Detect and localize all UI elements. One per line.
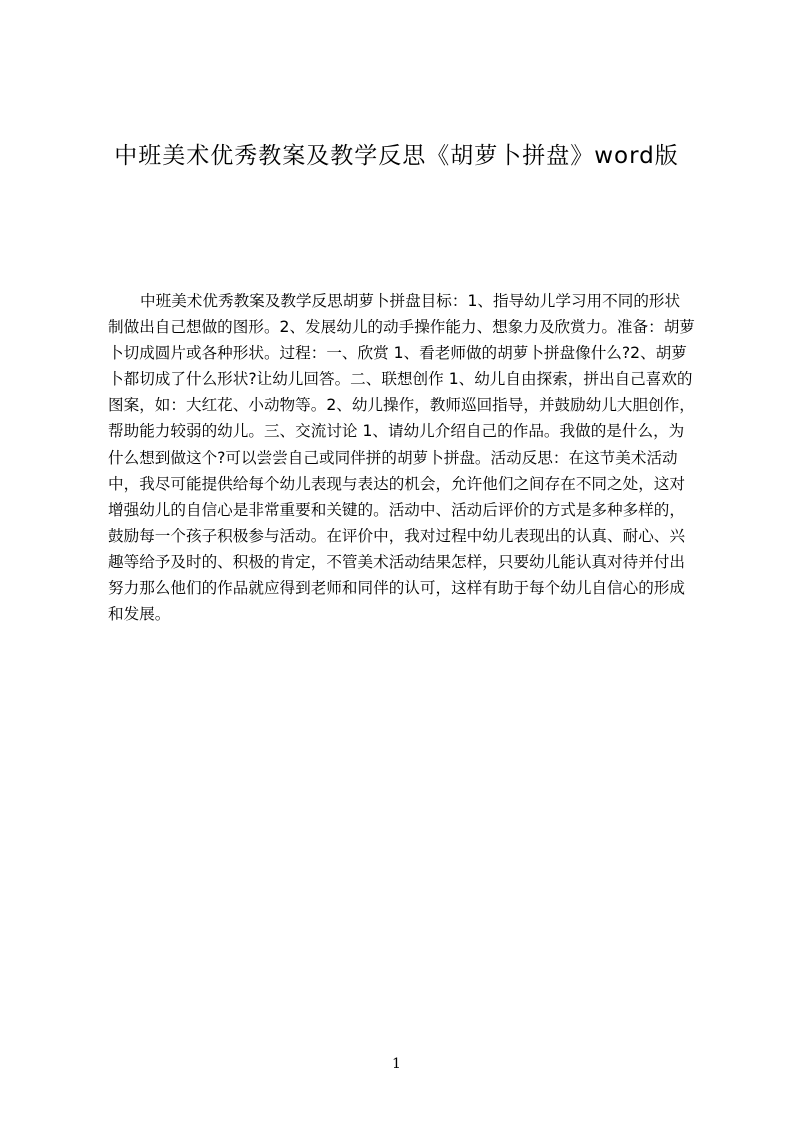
body-paragraph: 中班美术优秀教案及教学反思胡萝卜拼盘目标：1、指导幼儿学习用不同的形状制做出自己想做的图形。2、发展幼儿的动手操作能力、想象力及欣赏力。准备：胡萝卜切成圆片或各种形状。过程：一、欣赏 1、看老师做的胡萝卜拼盘像什么?2、胡萝卜都切成了什么形状?让幼儿回答。二、联想创作 1、幼儿自由探索，拼出自己喜欢的图案，如：大红花、小动物等。2、幼儿操作，教师巡回指导，并鼓励幼儿大胆创作，帮助能力较弱的幼儿。三、交流讨论 1、请幼儿介绍自己的作品。我做的是什么，为什么想到做这个?可以尝尝自己或同伴拼的胡萝卜拼盘。活动反思：在这节美术活动中，我尽可能提供给每个幼儿表现与表达的机会，允许他们之间存在不同之处，这对增强幼儿的自信心是非常重要和关键的。活动中、活动后评价的方式是多种多样的，鼓励每一个孩子积极参与活动。在评价中，我对过程中幼儿表现出的认真、耐心、兴趣等给予及时的、积极的肯定，不管美术活动结果怎样，只要幼儿能认真对待并付出努力那么他们的作品就应得到老师和同伴的认可，这样有助于每个幼儿自信心的形成和发展。 (108, 292, 695, 624)
document-title: 中班美术优秀教案及教学反思《胡萝卜拼盘》word版 (114, 143, 679, 169)
page-number: 1 (392, 1056, 401, 1072)
